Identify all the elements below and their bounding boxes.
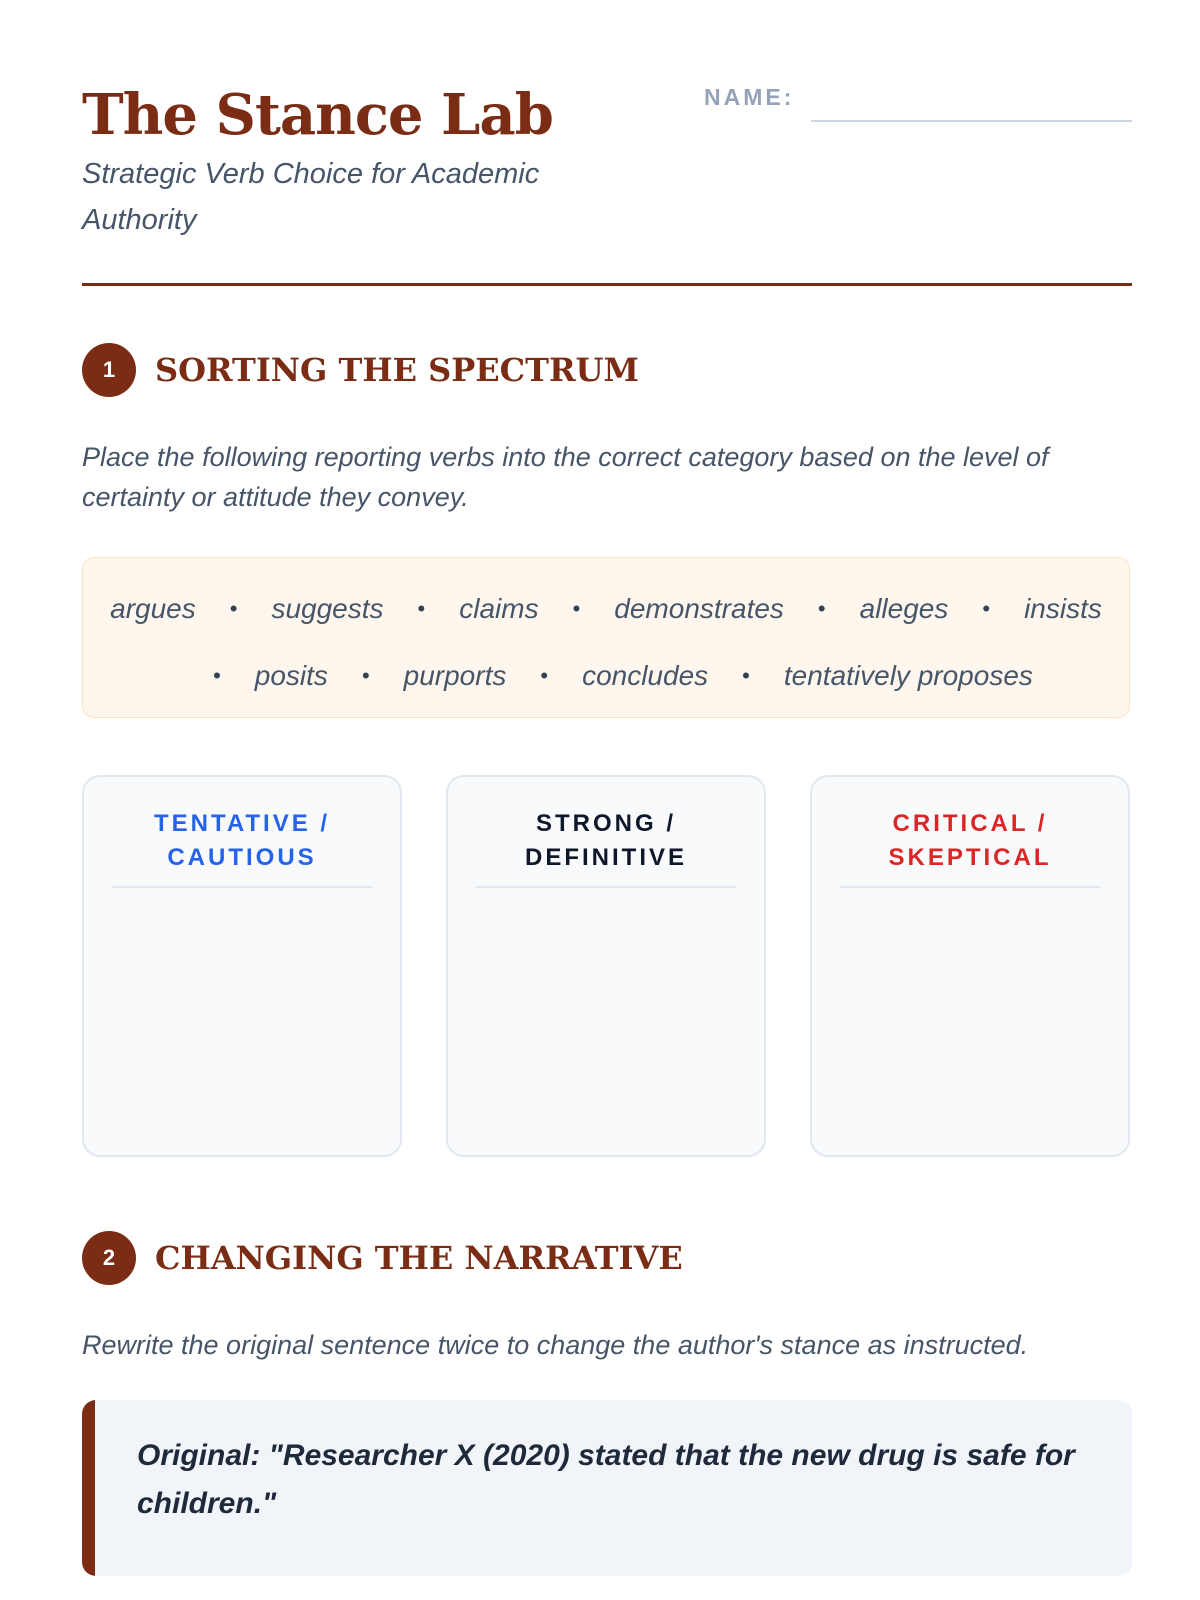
- word-bank-item: purports: [403, 660, 507, 691]
- word-bank-item: demonstrates: [614, 593, 784, 624]
- word-bank: [82, 557, 1130, 718]
- header-divider: [82, 283, 1132, 286]
- category-title: TENTATIVE / CAUTIOUS: [153, 810, 331, 871]
- word-bank-item: concludes: [582, 660, 709, 691]
- word-bank-item: argues: [110, 593, 196, 624]
- accent-bar: [82, 1400, 95, 1576]
- word-bank-item: insists: [1024, 593, 1102, 624]
- bullet-separator: •: [213, 663, 221, 688]
- section-number-badge: 1: [82, 343, 136, 397]
- bullet-separator: •: [982, 596, 991, 621]
- category-title: CRITICAL / SKEPTICAL: [888, 810, 1052, 871]
- bullet-separator: •: [361, 663, 370, 688]
- category-divider: [112, 886, 372, 888]
- page-subtitle: Strategic Verb Choice for Academic Authority: [82, 158, 540, 236]
- category-box-strong[interactable]: [446, 775, 766, 1157]
- word-bank-item: tentatively proposes: [783, 660, 1033, 691]
- word-bank-item: posits: [254, 660, 328, 691]
- word-bank-item: alleges: [859, 593, 949, 624]
- word-bank-item: suggests: [271, 593, 384, 624]
- word-bank-row: [83, 656, 1129, 696]
- name-label: NAME:: [704, 84, 795, 110]
- category-divider: [840, 886, 1100, 888]
- section-2-instructions: Rewrite the original sentence twice to change the author's stance as instructed.: [82, 1330, 1029, 1360]
- section-1-instructions: Place the following reporting verbs into the correct category based on the level of certainty or attitude they convey.: [82, 442, 1049, 512]
- bullet-separator: •: [572, 596, 581, 621]
- page-title: The Stance Lab: [82, 82, 553, 148]
- category-box-tentative[interactable]: [82, 775, 402, 1157]
- section-title: CHANGING THE NARRATIVE: [155, 1239, 683, 1277]
- section-title: SORTING THE SPECTRUM: [155, 351, 639, 389]
- original-sentence-box: [82, 1400, 1132, 1576]
- word-bank-row: [83, 589, 1129, 629]
- bullet-separator: •: [742, 663, 750, 688]
- category-divider: [476, 886, 736, 888]
- category-title: STRONG / DEFINITIVE: [524, 810, 687, 871]
- bullet-separator: •: [817, 596, 826, 621]
- section-number-badge: 2: [82, 1231, 136, 1285]
- original-sentence: Original: "Researcher X (2020) stated that the new drug is safe for children.": [137, 1439, 1075, 1520]
- word-bank-item: claims: [459, 593, 539, 624]
- category-box-critical[interactable]: [810, 775, 1130, 1157]
- name-field[interactable]: [811, 120, 1132, 122]
- bullet-separator: •: [540, 663, 549, 688]
- bullet-separator: •: [229, 596, 238, 621]
- bullet-separator: •: [417, 596, 426, 621]
